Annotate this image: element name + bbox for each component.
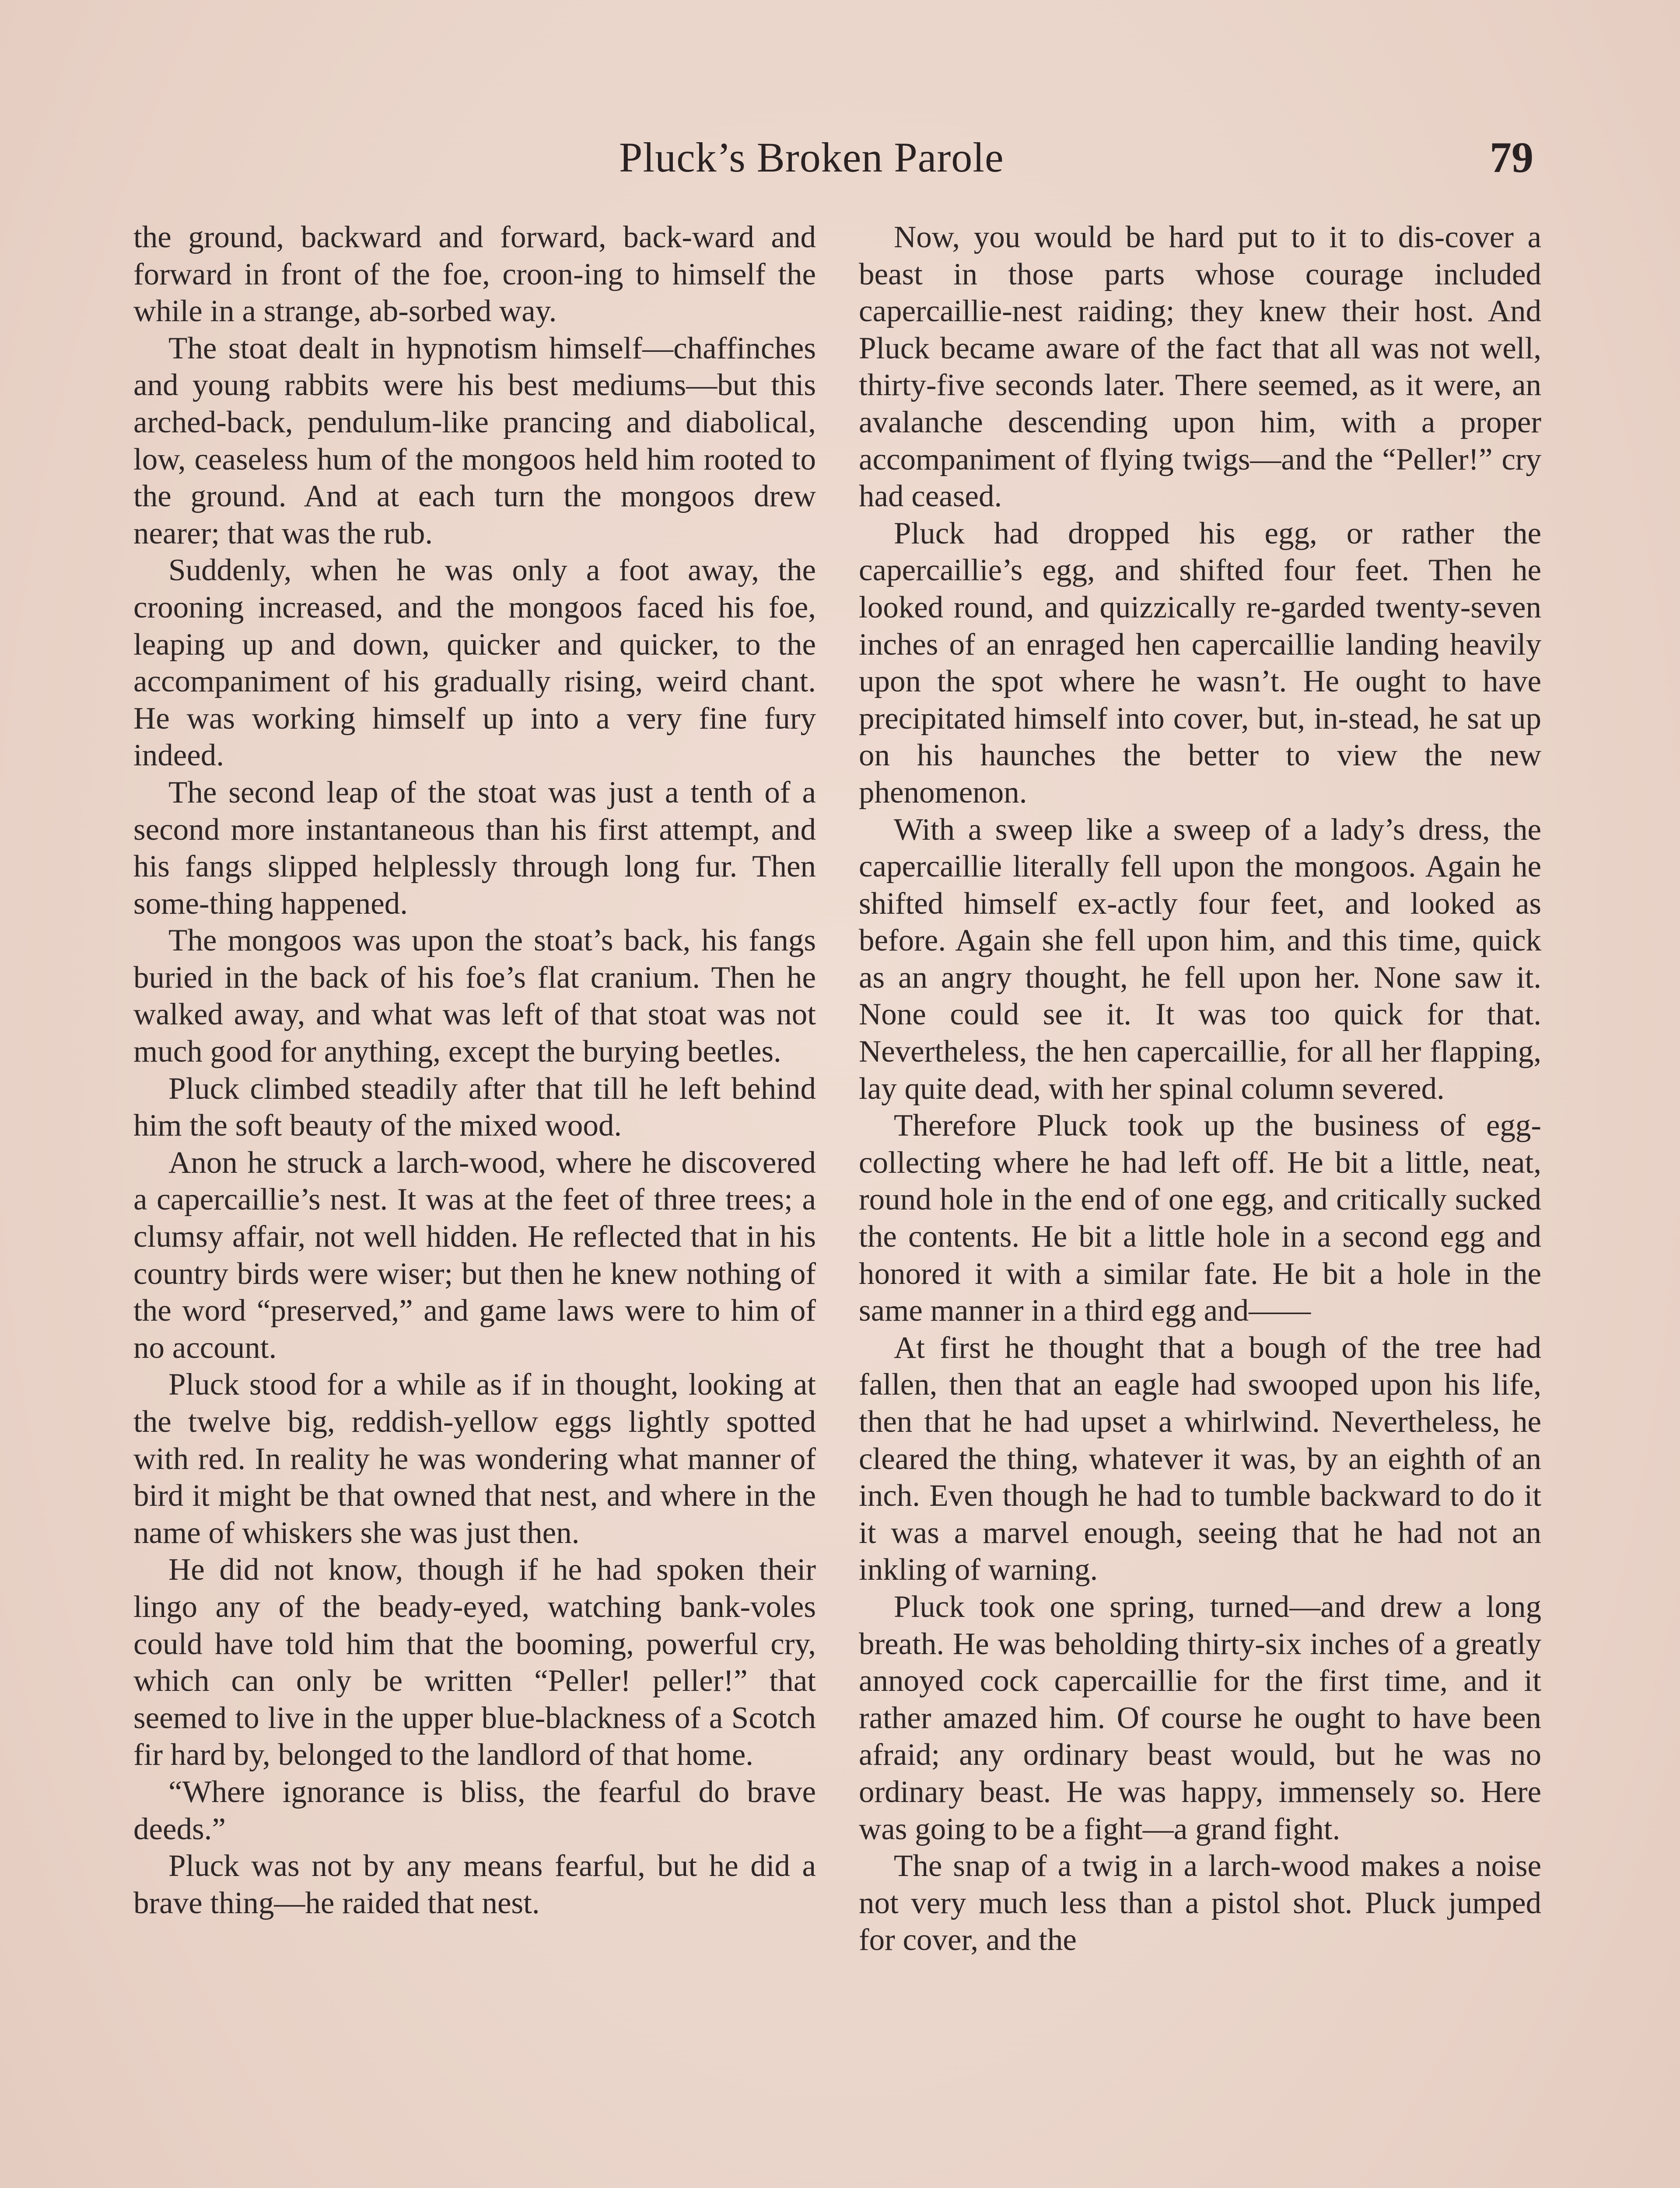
paragraph: The snap of a twig in a larch-wood makes a noise not very much less than a pistol shot. Pluck jumped for cover, and the bbox=[859, 1849, 1541, 1957]
paragraph: The second leap of the stoat was just a tenth of a second more instantaneous than his first attempt, and his fangs slipped helplessly through long fur. Then some-thing happened. bbox=[133, 775, 816, 921]
paragraph: At first he thought that a bough of the tree had fallen, then that an eagle had swooped upon his life, then that he had upset a whirlwind. Nevertheless, he cleared the thing, whatever it was, by an eighth of an inch. Even though he had to tumble backward to do it it was a marvel enough, seeing that he had not an inkling of warning. bbox=[859, 1330, 1541, 1587]
paragraph: The stoat dealt in hypnotism himself—chaffinches and young rabbits were his best mediums—but this arched-back, pendulum-like prancing and diabolical, low, ceaseless hum of the mongoos held him rooted to the ground. And at each turn the mongoos drew nearer; that was the rub. bbox=[133, 331, 816, 551]
right-column bbox=[859, 219, 1541, 2188]
running-title: Pluck’s Broken Parole bbox=[619, 134, 1004, 181]
paragraph: Pluck had dropped his egg, or rather the capercaillie’s egg, and shifted four feet. Then he looked round, and quizzically re-garded twenty-seven inches of an enraged hen capercaillie landing heavily upon the spot where he wasn’t. He ought to have precipitated himself into cover, but, in-stead, he sat up on his haunches the better to view the new phenomenon. bbox=[859, 516, 1541, 810]
paragraph: Pluck climbed steadily after that till he left behind him the soft beauty of the mixed wood. bbox=[133, 1071, 816, 1143]
paragraph: the ground, backward and forward, back-ward and forward in front of the foe, croon-ing to himself the while in a strange, ab-sorbed way. bbox=[133, 220, 816, 329]
paragraph: Pluck took one spring, turned—and drew a long breath. He was beholding thirty-six inches of a greatly annoyed cock capercaillie for the first time, and it rather amazed him. Of course he ought to have been afraid; any ordinary beast would, but he was no ordinary beast. He was happy, immensely so. Here was going to be a fight—a grand fight. bbox=[859, 1589, 1541, 1846]
page-header bbox=[0, 127, 1680, 188]
paragraph: With a sweep like a sweep of a lady’s dress, the capercaillie literally fell upon the mongoos. Again he shifted himself ex-actly four feet, and looked as before. Again she fell upon him, and this time, quick as an angry thought, he fell upon her. None saw it. None could see it. It was too quick for that. Nevertheless, the hen capercaillie, for all her flapping, lay quite dead, with her spinal column severed. bbox=[859, 812, 1541, 1106]
paragraph: Suddenly, when he was only a foot away, the crooning increased, and the mongoos faced his foe, leaping up and down, quicker and quicker, to the accompaniment of his gradually rising, weird chant. He was working himself up into a very fine fury indeed. bbox=[133, 553, 816, 773]
paragraph: Pluck was not by any means fearful, but he did a brave thing—he raided that nest. bbox=[133, 1849, 816, 1920]
page-number: 79 bbox=[1490, 133, 1533, 182]
left-column bbox=[133, 219, 816, 2188]
paragraph: “Where ignorance is bliss, the fearful do brave deeds.” bbox=[133, 1774, 816, 1846]
paragraph: Therefore Pluck took up the business of egg-collecting where he had left off. He bit a little, neat, round hole in the end of one egg, and critically sucked the contents. He bit a little hole in a second egg and honored it with a similar fate. He bit a hole in the same manner in a third egg and—— bbox=[859, 1108, 1541, 1328]
paragraph: The mongoos was upon the stoat’s back, his fangs buried in the back of his foe’s flat cranium. Then he walked away, and what was left of that stoat was not much good for anything, except the burying beetles. bbox=[133, 923, 816, 1069]
paragraph: Pluck stood for a while as if in thought, looking at the twelve big, reddish-yellow eggs lightly spotted with red. In reality he was wondering what manner of bird it might be that owned that nest, and where in the name of whiskers she was just then. bbox=[133, 1368, 816, 1550]
paragraph: Now, you would be hard put to it to dis-cover a beast in those parts whose courage included capercaillie-nest raiding; they knew their host. And Pluck became aware of the fact that all was not well, thirty-five seconds later. There seemed, as it were, an avalanche descending upon him, with a proper accompaniment of flying twigs—and the “Peller!” cry had ceased. bbox=[859, 220, 1541, 514]
paragraph: Anon he struck a larch-wood, where he discovered a capercaillie’s nest. It was at the feet of three trees; a clumsy affair, not well hidden. He reflected that in his country birds were wiser; but then he knew nothing of the word “preserved,” and game laws were to him of no account. bbox=[133, 1145, 816, 1365]
paragraph: He did not know, though if he had spoken their lingo any of the beady-eyed, watching bank-voles could have told him that the booming, powerful cry, which can only be written “Peller! peller!” that seemed to live in the upper blue-blackness of a Scotch fir hard by, belonged to the landlord of that home. bbox=[133, 1553, 816, 1772]
